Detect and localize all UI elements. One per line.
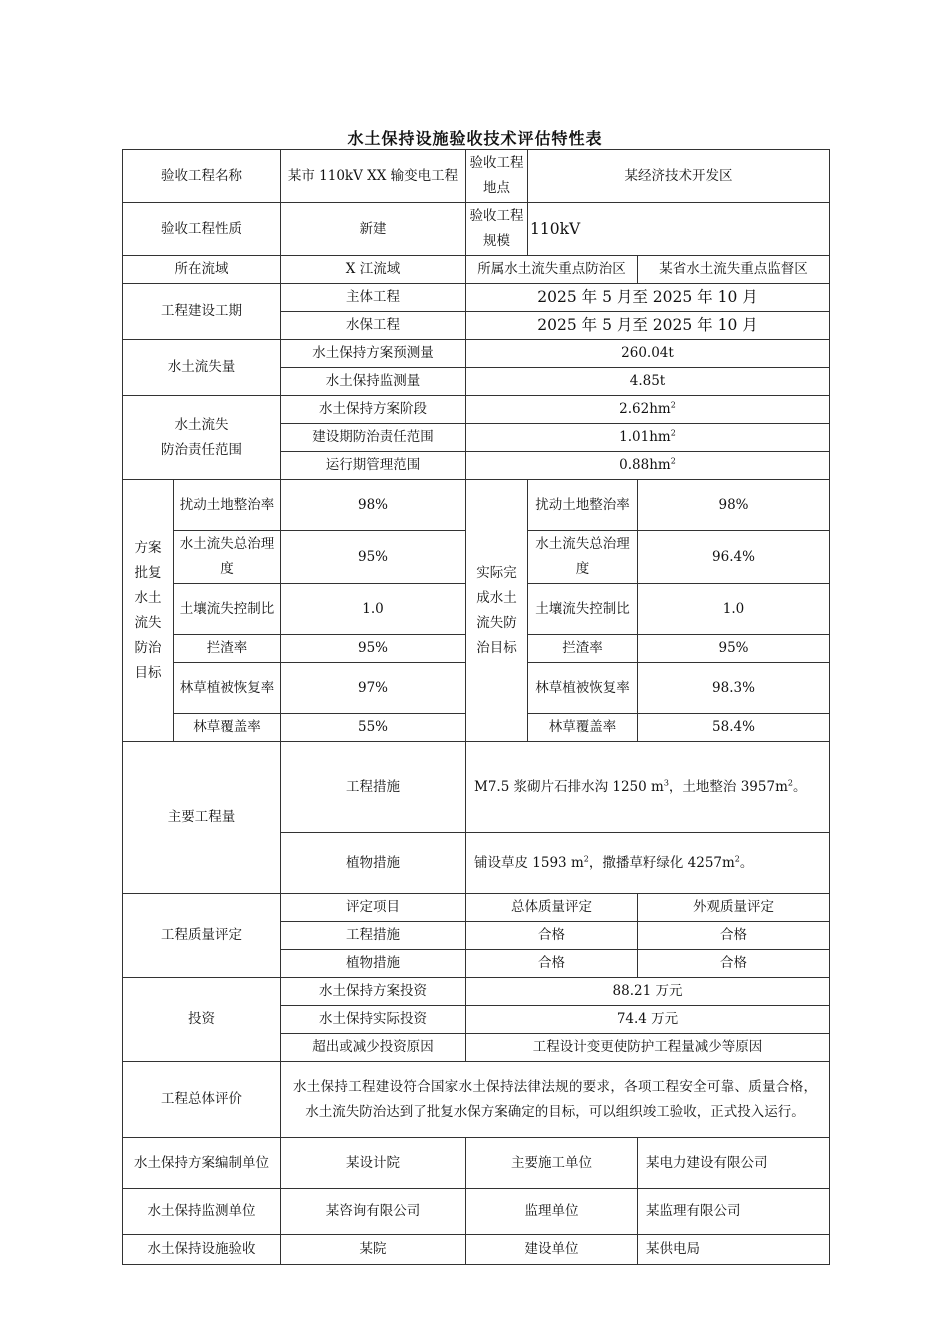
works-veg-cell (466, 833, 830, 894)
quality-appearance: 合格 (638, 950, 830, 978)
scope-plan-cell (466, 396, 830, 424)
basin-label: 所在流域 (123, 256, 281, 284)
zone-value: 某省水土流失重点监督区 (638, 256, 830, 284)
works-eng-text-a: M7.5 浆砌片石排水沟 1250 m (474, 778, 664, 795)
works-eng-label: 工程措施 (281, 742, 466, 833)
quality-col-appearance: 外观质量评定 (638, 894, 830, 922)
target-name: 扰动土地整治率 (174, 480, 281, 531)
document-title: 水土保持设施验收技术评估特性表 (347, 129, 603, 148)
investment-plan-label: 水土保持方案投资 (281, 978, 466, 1006)
target-actual-value: 96.4% (638, 531, 830, 584)
target-actual-name: 拦渣率 (528, 635, 638, 663)
target-name: 林草植被恢复率 (174, 663, 281, 714)
zone-label: 所属水土流失重点防治区 (466, 256, 638, 284)
target-actual-name: 林草植被恢复率 (528, 663, 638, 714)
works-eng-cell (466, 742, 830, 833)
quality-appearance: 合格 (638, 922, 830, 950)
characteristics-table (122, 149, 830, 1265)
works-veg-label: 植物措施 (281, 833, 466, 894)
target-name: 林草覆盖率 (174, 714, 281, 742)
period-sc-label: 水保工程 (281, 312, 466, 340)
construct-unit-value: 某电力建设有限公司 (638, 1138, 830, 1189)
plan-unit-label: 水土保持方案编制单位 (123, 1138, 281, 1189)
quality-label: 工程质量评定 (123, 894, 281, 978)
target-name: 拦渣率 (174, 635, 281, 663)
period-sc-value: 2025 年 5 月至 2025 年 10 月 (466, 312, 830, 340)
scope-op-cell (466, 452, 830, 480)
project-scale-value: 110kV (528, 203, 830, 256)
supervise-unit-label: 监理单位 (466, 1189, 638, 1235)
target-name: 水土流失总治理度 (174, 531, 281, 584)
project-name-label: 验收工程名称 (123, 150, 281, 203)
loss-pred-label: 水土保持方案预测量 (281, 340, 466, 368)
scope-label-line2: 防治责任范围 (161, 441, 242, 458)
basin-value: X 江流域 (281, 256, 466, 284)
investment-actual-label: 水土保持实际投资 (281, 1006, 466, 1034)
accept-unit-label: 水土保持设施验收 (123, 1235, 281, 1265)
scope-label (123, 396, 281, 480)
target-plan-value: 97% (281, 663, 466, 714)
owner-unit-label: 建设单位 (466, 1235, 638, 1265)
project-nature-value: 新建 (281, 203, 466, 256)
unit-superscript: 2 (670, 456, 676, 466)
investment-reason-label: 超出或减少投资原因 (281, 1034, 466, 1062)
project-name-value: 某市 110kV XX 输变电工程 (281, 150, 466, 203)
scope-build-value: 1.01hm (619, 429, 671, 445)
target-plan-value: 55% (281, 714, 466, 742)
target-plan-value: 98% (281, 480, 466, 531)
scope-op-value: 0.88hm (619, 457, 671, 473)
unit-superscript: 2 (670, 428, 676, 438)
period-main-label: 主体工程 (281, 284, 466, 312)
scope-plan-value: 2.62hm (619, 401, 671, 417)
works-veg-text-a: 铺设草皮 1593 m (474, 854, 584, 871)
supervise-unit-value: 某监理有限公司 (638, 1189, 830, 1235)
target-name: 土壤流失控制比 (174, 584, 281, 635)
owner-unit-value: 某供电局 (638, 1235, 830, 1265)
monitor-unit-value: 某咨询有限公司 (281, 1189, 466, 1235)
target-actual-name: 土壤流失控制比 (528, 584, 638, 635)
period-main-value: 2025 年 5 月至 2025 年 10 月 (466, 284, 830, 312)
loss-label: 水土流失量 (123, 340, 281, 396)
investment-label: 投资 (123, 978, 281, 1062)
investment-plan-value: 88.21 万元 (466, 978, 830, 1006)
unit-superscript: 2 (583, 854, 589, 863)
quality-overall: 合格 (466, 950, 638, 978)
project-scale-label: 验收工程规模 (466, 203, 528, 256)
scope-build-label: 建设期防治责任范围 (281, 424, 466, 452)
works-veg-text-c: 。 (739, 854, 754, 871)
target-actual-value: 95% (638, 635, 830, 663)
plan-unit-value: 某设计院 (281, 1138, 466, 1189)
target-actual-name: 水土流失总治理度 (528, 531, 638, 584)
target-actual-name: 林草覆盖率 (528, 714, 638, 742)
target-actual-value: 98% (638, 480, 830, 531)
target-plan-value: 95% (281, 635, 466, 663)
scope-build-cell (466, 424, 830, 452)
quality-item: 工程措施 (281, 922, 466, 950)
evaluation-text: 水土保持工程建设符合国家水土保持法律法规的要求，各项工程安全可靠、质量合格，水土流失防治达到了批复水保方案确定的目标，可以组织竣工验收，正式投入运行。 (281, 1062, 830, 1138)
target-actual-value: 1.0 (638, 584, 830, 635)
target-plan-value: 1.0 (281, 584, 466, 635)
target-actual-name: 扰动土地整治率 (528, 480, 638, 531)
project-location-label: 验收工程地点 (466, 150, 528, 203)
target-actual-value: 98.3% (638, 663, 830, 714)
quality-item: 植物措施 (281, 950, 466, 978)
monitor-unit-label: 水土保持监测单位 (123, 1189, 281, 1235)
loss-pred-value: 260.04t (466, 340, 830, 368)
works-veg-text-b: ，撒播草籽绿化 4257m (588, 854, 735, 871)
loss-mon-label: 水土保持监测量 (281, 368, 466, 396)
period-label: 工程建设工期 (123, 284, 281, 340)
targets-actual-label: 实际完成水土流失防治目标 (466, 480, 528, 742)
project-location-value: 某经济技术开发区 (528, 150, 830, 203)
unit-superscript: 2 (734, 854, 740, 863)
project-nature-label: 验收工程性质 (123, 203, 281, 256)
investment-actual-value: 74.4 万元 (466, 1006, 830, 1034)
target-actual-value: 58.4% (638, 714, 830, 742)
targets-plan-label: 方案批复水土流失防治目标 (123, 480, 174, 742)
unit-superscript: 3 (663, 778, 669, 787)
works-eng-text-b: ，土地整治 3957m (668, 778, 788, 795)
accept-unit-value: 某院 (281, 1235, 466, 1265)
evaluation-label: 工程总体评价 (123, 1062, 281, 1138)
scope-plan-label: 水土保持方案阶段 (281, 396, 466, 424)
quality-overall: 合格 (466, 922, 638, 950)
unit-superscript: 2 (787, 778, 793, 787)
scope-label-line1: 水土流失 (174, 416, 229, 433)
quality-col-overall: 总体质量评定 (466, 894, 638, 922)
scope-op-label: 运行期管理范围 (281, 452, 466, 480)
construct-unit-label: 主要施工单位 (466, 1138, 638, 1189)
investment-reason-value: 工程设计变更使防护工程量减少等原因 (466, 1034, 830, 1062)
loss-mon-value: 4.85t (466, 368, 830, 396)
target-plan-value: 95% (281, 531, 466, 584)
quality-col-item: 评定项目 (281, 894, 466, 922)
works-eng-text-c: 。 (792, 778, 807, 795)
works-label: 主要工程量 (123, 742, 281, 894)
unit-superscript: 2 (670, 400, 676, 410)
